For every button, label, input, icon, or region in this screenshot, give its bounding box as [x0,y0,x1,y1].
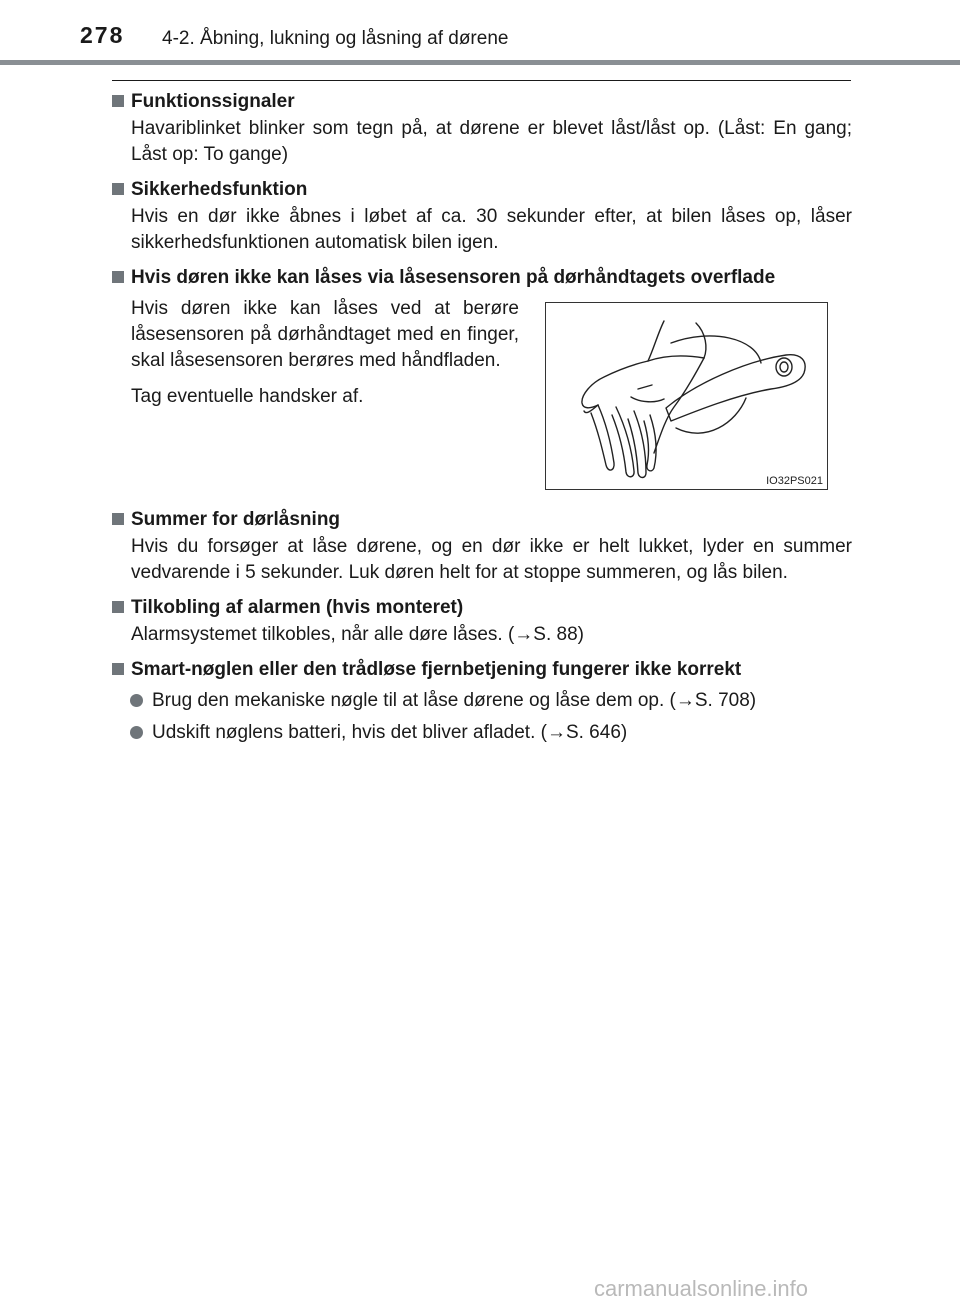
square-bullet-icon [112,183,124,195]
section-divider [112,80,851,81]
section-paragraph: Tag eventuelle handsker af. [131,386,364,407]
section-funktionssignaler [112,90,852,168]
square-bullet-icon [112,513,124,525]
list-item [112,720,852,746]
round-bullet-icon [130,694,143,707]
section-heading-text: Sikkerhedsfunktion [131,179,308,200]
section-heading [112,178,852,202]
hand-door-handle-illustration [546,303,827,489]
section-heading-text: Funktionssignaler [131,91,295,112]
section-smart-key [112,658,852,746]
section-heading-text: Summer for dørlåsning [131,509,341,530]
list-item-text: Udskift nøglens batteri, hvis det bliver afladet. (→S. 646) [152,722,628,743]
text-with-figure [112,296,852,490]
site-watermark: carmanualsonline.info [594,1276,809,1301]
list-item-text: Brug den mekaniske nøgle til at låse dørene og låse dem op. (→S. 708) [152,690,757,711]
square-bullet-icon [112,271,124,283]
section-alarm [112,596,852,648]
section-heading [112,596,852,620]
section-heading-text: Smart-nøglen eller den trådløse fjernbetjening fungerer ikke korrekt [131,659,742,680]
round-bullet-icon [130,726,143,739]
section-lock-sensor [112,266,852,490]
section-heading [112,90,852,114]
section-summer [112,508,852,586]
square-bullet-icon [112,95,124,107]
section-heading [112,508,852,532]
page-content [112,90,852,756]
list-item [112,688,852,714]
section-body: Havariblinket blinker som tegn på, at dørene er blevet låst/låst op. (Låst: En gang; Låst op: To gange) [131,118,852,165]
section-body: Hvis en dør ikke åbnes i løbet af ca. 30 sekunder efter, at bilen låses op, låser sikkerhedsfunktionen automatisk bilen igen. [131,206,852,253]
section-heading-text: Tilkobling af alarmen (hvis monteret) [131,597,464,618]
section-heading [112,266,852,290]
page-number: 278 [80,22,125,48]
header-rule [0,60,960,65]
section-sikkerhedsfunktion [112,178,852,256]
figure-code: IO32PS021 [766,475,823,487]
section-heading [112,658,852,682]
section-body: Alarmsystemet tilkobles, når alle døre låses. (→S. 88) [131,624,584,645]
hand-on-door-handle-figure [545,302,828,490]
figure-side-text [112,296,519,490]
square-bullet-icon [112,663,124,675]
section-body: Hvis du forsøger at låse dørene, og en dør ikke er helt lukket, lyder en summer vedvarende i 5 sekunder. Luk døren helt for at stoppe summeren, og lås bilen. [131,536,852,583]
section-paragraph: Hvis døren ikke kan låses ved at berøre låsesensoren på dørhåndtaget med en finger, skal låsesensoren berøres med håndfladen. [131,298,519,371]
section-heading-text: Hvis døren ikke kan låses via låsesensoren på dørhåndtagets overflade [131,267,776,288]
chapter-title: 4-2. Åbning, lukning og låsning af dørene [162,28,509,49]
square-bullet-icon [112,601,124,613]
